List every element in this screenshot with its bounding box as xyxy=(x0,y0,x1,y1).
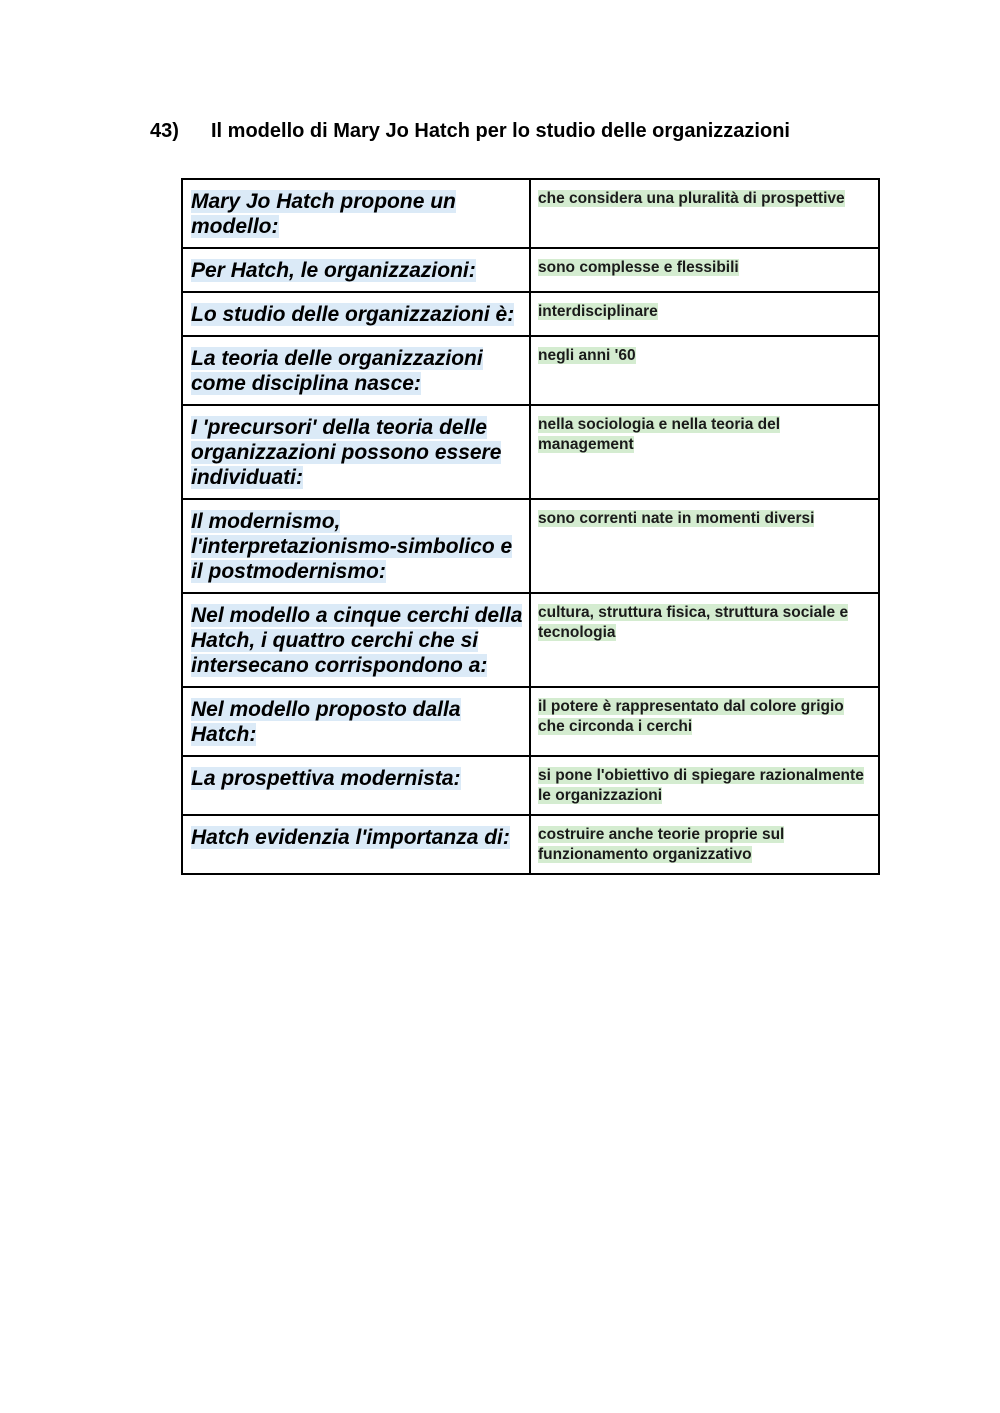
answer-text: cultura, struttura fisica, struttura sociale e tecnologia xyxy=(538,604,849,641)
answer-cell xyxy=(530,248,879,292)
answer-text: che considera una pluralità di prospettive xyxy=(538,190,845,207)
page-heading xyxy=(150,120,790,143)
table-row xyxy=(182,499,879,593)
question-text: Lo studio delle organizzazioni è: xyxy=(191,303,515,326)
answer-cell xyxy=(530,499,879,593)
table-row xyxy=(182,593,879,687)
question-cell xyxy=(182,179,530,248)
question-cell xyxy=(182,593,530,687)
question-cell xyxy=(182,687,530,756)
question-text: Hatch evidenzia l'importanza di: xyxy=(191,826,510,849)
table-row xyxy=(182,687,879,756)
answer-text: interdisciplinare xyxy=(538,303,658,320)
answer-cell xyxy=(530,336,879,405)
answer-cell xyxy=(530,815,879,874)
answer-cell xyxy=(530,756,879,815)
table-row xyxy=(182,815,879,874)
answer-text: nella sociologia e nella teoria del management xyxy=(538,416,781,453)
question-cell xyxy=(182,499,530,593)
table-row xyxy=(182,248,879,292)
answer-cell xyxy=(530,687,879,756)
qa-table xyxy=(181,178,880,875)
question-cell xyxy=(182,336,530,405)
question-text: Nel modello a cinque cerchi della Hatch, i quattro cerchi che si intersecano corrispondono a: xyxy=(191,604,523,677)
question-text: La prospettiva modernista: xyxy=(191,767,461,790)
question-text: Il modernismo, l'interpretazionismo-simbolico e il postmodernismo: xyxy=(191,510,513,583)
answer-cell xyxy=(530,405,879,499)
question-cell xyxy=(182,815,530,874)
question-text: Nel modello proposto dalla Hatch: xyxy=(191,698,461,746)
question-text: La teoria delle organizzazioni come disciplina nasce: xyxy=(191,347,483,395)
table-row xyxy=(182,179,879,248)
answer-text: il potere è rappresentato dal colore grigio che circonda i cerchi xyxy=(538,698,844,735)
question-cell xyxy=(182,248,530,292)
answer-text: si pone l'obiettivo di spiegare razionalmente le organizzazioni xyxy=(538,767,864,804)
table-row xyxy=(182,405,879,499)
table-row xyxy=(182,336,879,405)
question-cell xyxy=(182,405,530,499)
answer-cell xyxy=(530,593,879,687)
answer-text: sono correnti nate in momenti diversi xyxy=(538,510,815,527)
heading-title: Il modello di Mary Jo Hatch per lo studio delle organizzazioni xyxy=(211,120,790,142)
question-number: 43) xyxy=(150,120,179,142)
question-cell xyxy=(182,756,530,815)
answer-text: negli anni '60 xyxy=(538,347,636,364)
answer-text: costruire anche teorie proprie sul funzionamento organizzativo xyxy=(538,826,785,863)
answer-text: sono complesse e flessibili xyxy=(538,259,739,276)
answer-cell xyxy=(530,179,879,248)
table-row xyxy=(182,292,879,336)
table-row xyxy=(182,756,879,815)
question-text: Mary Jo Hatch propone un modello: xyxy=(191,190,456,238)
question-text: I 'precursori' della teoria delle organizzazioni possono essere individuati: xyxy=(191,416,502,489)
question-cell xyxy=(182,292,530,336)
question-text: Per Hatch, le organizzazioni: xyxy=(191,259,476,282)
answer-cell xyxy=(530,292,879,336)
